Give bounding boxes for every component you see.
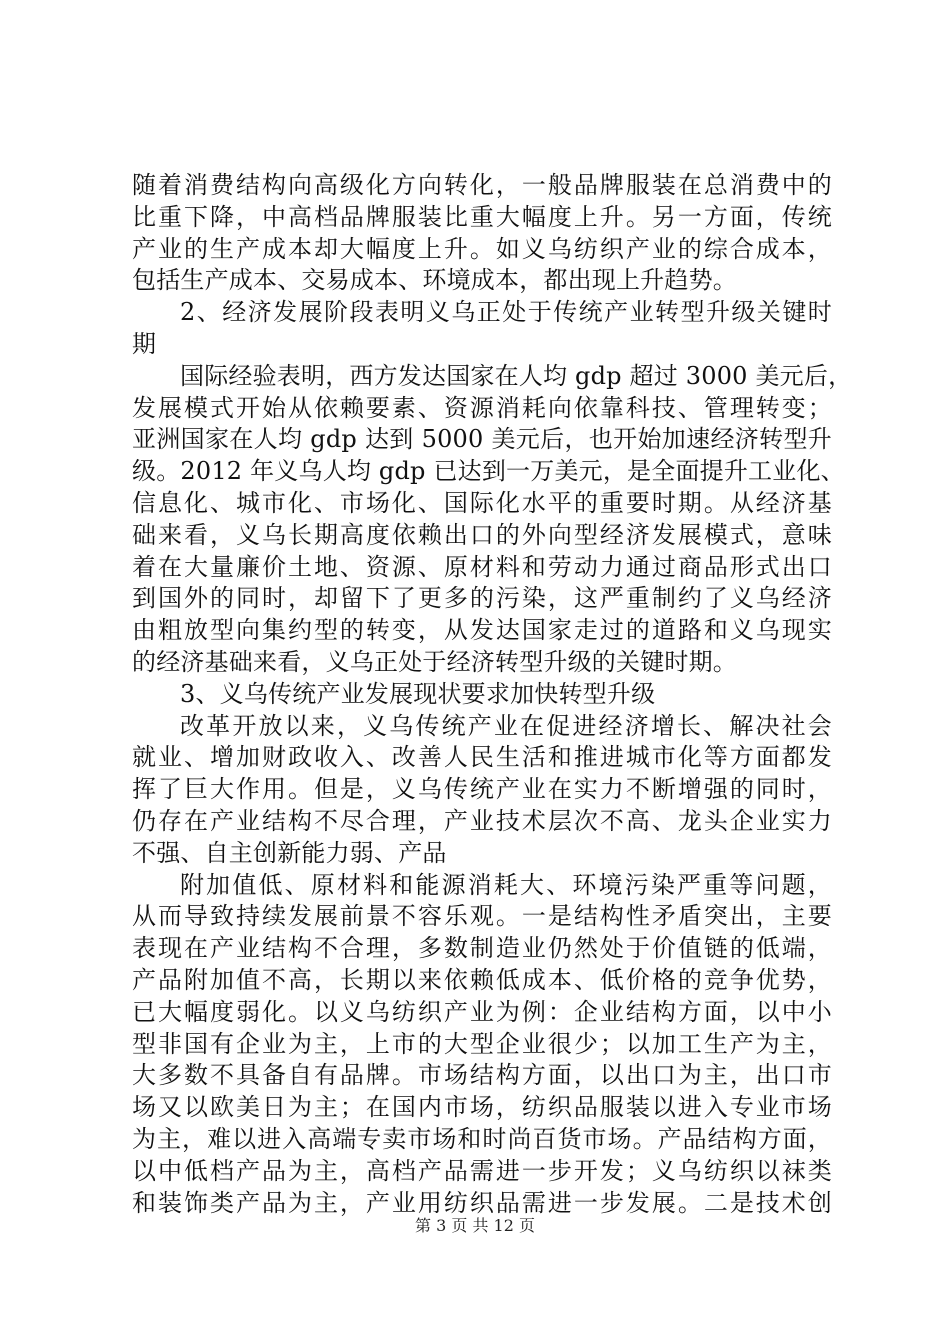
page-footer: 第 3 页 共 12 页 bbox=[415, 1216, 535, 1235]
text-line: 础来看，义乌长期高度依赖出口的外向型经济发展模式，意味 bbox=[132, 520, 832, 549]
text-line: 仍存在产业结构不尽合理，产业技术层次不高、龙头企业实力 bbox=[132, 806, 832, 835]
text-line: 2、经济发展阶段表明义乌正处于传统产业转型升级关键时 bbox=[180, 298, 832, 327]
text-line: 就业、增加财政收入、改善人民生活和推进城市化等方面都发 bbox=[132, 743, 832, 772]
text-line: 信息化、城市化、市场化、国际化水平的重要时期。从经济基 bbox=[132, 488, 832, 517]
text-line: 发展模式开始从依赖要素、资源消耗向依靠科技、管理转变； bbox=[132, 393, 832, 422]
text-line: 期 bbox=[132, 329, 157, 358]
text-line: 随着消费结构向高级化方向转化，一般品牌服装在总消费中的 bbox=[132, 171, 832, 199]
text-line: 不强、自主创新能力弱、产品 bbox=[132, 838, 447, 867]
text-line: 包括生产成本、交易成本、环境成本，都出现上升趋势。 bbox=[132, 266, 737, 295]
text-line: 改革开放以来，义乌传统产业在促进经济增长、解决社会 bbox=[180, 711, 832, 740]
text-line: 挥了巨大作用。但是，义乌传统产业在实力不断增强的同时， bbox=[132, 775, 832, 804]
text-line: 大多数不具备自有品牌。市场结构方面，以出口为主，出口市 bbox=[132, 1061, 832, 1090]
text-line: 以中低档产品为主，高档产品需进一步开发；义乌纺织以袜类 bbox=[132, 1156, 832, 1185]
document-body bbox=[132, 170, 853, 1219]
text-line: 着在大量廉价土地、资源、原材料和劳动力通过商品形式出口 bbox=[132, 552, 832, 581]
text-line: 的经济基础来看，义乌正处于经济转型升级的关键时期。 bbox=[132, 647, 737, 676]
text-line: 附加值低、原材料和能源消耗大、环境污染严重等问题， bbox=[180, 870, 832, 899]
text-line: 到国外的同时，却留下了更多的污染，这严重制约了义乌经济 bbox=[132, 584, 832, 613]
text-line: 亚洲国家在人均 gdp 达到 5000 美元后，也开始加速经济转型升 bbox=[132, 425, 832, 454]
text-line: 国际经验表明，西方发达国家在人均 gdp 超过 3000 美元后， bbox=[180, 361, 853, 390]
text-line: 已大幅度弱化。以义乌纺织产业为例：企业结构方面，以中小 bbox=[132, 997, 832, 1026]
text-line: 产品附加值不高，长期以来依赖低成本、低价格的竞争优势， bbox=[132, 965, 832, 994]
text-line: 产业的生产成本却大幅度上升。如义乌纺织产业的综合成本， bbox=[132, 234, 832, 263]
text-line: 为主，难以进入高端专卖市场和时尚百货市场。产品结构方面， bbox=[132, 1124, 832, 1153]
text-line: 型非国有企业为主，上市的大型企业很少；以加工生产为主， bbox=[132, 1029, 832, 1058]
text-line: 和装饰类产品为主，产业用纺织品需进一步发展。二是技术创 bbox=[132, 1188, 832, 1217]
text-line: 表现在产业结构不合理，多数制造业仍然处于价值链的低端， bbox=[132, 934, 832, 963]
text-line: 级。2012 年义乌人均 gdp 已达到一万美元，是全面提升工业化、 bbox=[132, 457, 845, 486]
text-line: 场又以欧美日为主；在国内市场，纺织品服装以进入专业市场 bbox=[132, 1093, 832, 1122]
text-line: 比重下降，中高档品牌服装比重大幅度上升。另一方面，传统 bbox=[132, 202, 832, 231]
text-line: 由粗放型向集约型的转变，从发达国家走过的道路和义乌现实 bbox=[132, 616, 832, 645]
text-line: 从而导致持续发展前景不容乐观。一是结构性矛盾突出，主要 bbox=[132, 902, 832, 931]
text-line: 3、义乌传统产业发展现状要求加快转型升级 bbox=[180, 679, 656, 708]
